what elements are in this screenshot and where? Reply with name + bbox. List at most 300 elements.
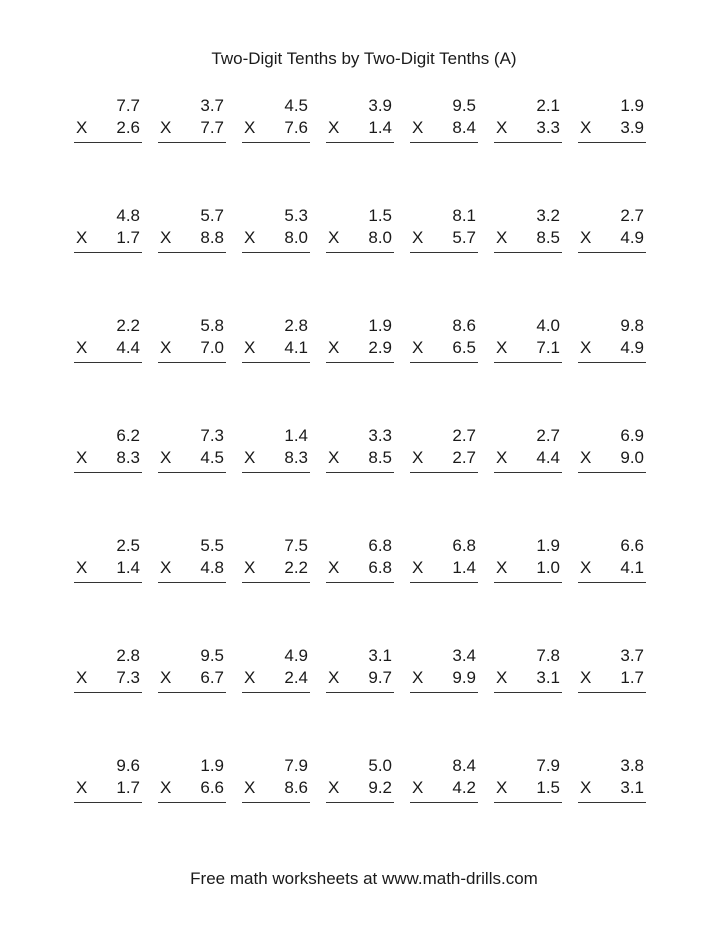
answer-rule [326, 692, 394, 693]
multiplication-problem [320, 426, 404, 486]
multiplicand: 2.2 [116, 316, 140, 335]
multiplication-problem [152, 756, 236, 816]
multiplicand: 5.7 [200, 206, 224, 225]
multiplier-line [326, 558, 392, 578]
answer-rule [494, 252, 562, 253]
multiply-operator: X [496, 778, 508, 797]
answer-rule [242, 692, 310, 693]
multiply-operator: X [76, 118, 88, 137]
multiplier: 4.9 [620, 228, 644, 247]
multiply-operator: X [328, 668, 340, 687]
multiplicand: 6.6 [620, 536, 644, 555]
multiplier: 7.3 [116, 668, 140, 687]
multiply-operator: X [160, 558, 172, 577]
multiplication-problem [572, 756, 656, 816]
multiplication-problem [68, 646, 152, 706]
multiplier: 3.1 [536, 668, 560, 687]
multiplier-line [494, 118, 560, 138]
multiplier: 2.2 [284, 558, 308, 577]
multiplier-line [494, 338, 560, 358]
multiplicand: 4.8 [116, 206, 140, 225]
multiply-operator: X [328, 228, 340, 247]
multiplication-problem [404, 96, 488, 156]
answer-rule [326, 252, 394, 253]
multiplier-line [578, 118, 644, 138]
answer-rule [410, 362, 478, 363]
multiply-operator: X [412, 448, 424, 467]
multiplicand: 1.9 [200, 756, 224, 775]
multiplication-problem [68, 756, 152, 816]
answer-rule [578, 692, 646, 693]
multiplier: 9.7 [368, 668, 392, 687]
multiplicand: 3.1 [368, 646, 392, 665]
multiplicand: 3.4 [452, 646, 476, 665]
multiplication-problem [572, 536, 656, 596]
multiplier-line [578, 558, 644, 578]
multiplicand: 5.3 [284, 206, 308, 225]
multiplication-problem [236, 646, 320, 706]
multiplication-problem [68, 536, 152, 596]
multiplicand: 5.8 [200, 316, 224, 335]
multiplier: 1.7 [116, 778, 140, 797]
multiplication-problem [152, 96, 236, 156]
multiplication-problem [488, 426, 572, 486]
multiply-operator: X [412, 558, 424, 577]
multiplier: 8.0 [284, 228, 308, 247]
multiplication-problem [404, 206, 488, 266]
multiplier-line [494, 778, 560, 798]
multiplication-problem [488, 646, 572, 706]
problem-row [68, 426, 656, 536]
multiplier: 6.5 [452, 338, 476, 357]
multiplication-problem [488, 96, 572, 156]
multiply-operator: X [496, 668, 508, 687]
multiplicand: 3.2 [536, 206, 560, 225]
multiplier: 3.1 [620, 778, 644, 797]
multiplication-problem [236, 426, 320, 486]
multiplier-line [578, 668, 644, 688]
multiply-operator: X [496, 228, 508, 247]
answer-rule [158, 802, 226, 803]
multiply-operator: X [244, 118, 256, 137]
multiplier-line [578, 338, 644, 358]
multiplication-problem [404, 426, 488, 486]
multiplier-line [410, 228, 476, 248]
multiplication-problem [572, 96, 656, 156]
multiplicand: 1.9 [620, 96, 644, 115]
multiplicand: 4.0 [536, 316, 560, 335]
multiply-operator: X [328, 448, 340, 467]
answer-rule [578, 252, 646, 253]
multiplication-problem [152, 646, 236, 706]
multiplicand: 6.8 [452, 536, 476, 555]
multiply-operator: X [580, 778, 592, 797]
multiplicand: 1.5 [368, 206, 392, 225]
answer-rule [74, 692, 142, 693]
multiplication-problem [320, 206, 404, 266]
multiply-operator: X [76, 778, 88, 797]
problem-row [68, 96, 656, 206]
answer-rule [326, 472, 394, 473]
multiplier: 4.2 [452, 778, 476, 797]
answer-rule [158, 252, 226, 253]
problem-row [68, 646, 656, 756]
multiplicand: 2.8 [116, 646, 140, 665]
multiplier-line [158, 338, 224, 358]
multiplier: 4.5 [200, 448, 224, 467]
multiplier: 1.0 [536, 558, 560, 577]
multiply-operator: X [580, 448, 592, 467]
multiply-operator: X [76, 448, 88, 467]
multiplication-problem [152, 536, 236, 596]
worksheet-title: Two-Digit Tenths by Two-Digit Tenths (A) [211, 49, 517, 68]
multiplicand: 6.2 [116, 426, 140, 445]
multiplier: 2.7 [452, 448, 476, 467]
answer-rule [326, 802, 394, 803]
multiplier-line [326, 118, 392, 138]
answer-rule [74, 142, 142, 143]
multiplier-line [494, 448, 560, 468]
multiplier: 4.4 [536, 448, 560, 467]
multiplicand: 7.8 [536, 646, 560, 665]
multiplication-problem [488, 756, 572, 816]
answer-rule [74, 472, 142, 473]
multiplicand: 7.9 [536, 756, 560, 775]
multiply-operator: X [244, 338, 256, 357]
multiplier-line [242, 778, 308, 798]
answer-rule [326, 582, 394, 583]
multiplicand: 5.5 [200, 536, 224, 555]
multiply-operator: X [412, 228, 424, 247]
multiplier-line [410, 778, 476, 798]
multiplier-line [74, 448, 140, 468]
multiplication-problem [152, 316, 236, 376]
answer-rule [410, 472, 478, 473]
multiplier-line [158, 558, 224, 578]
multiplicand: 1.9 [536, 536, 560, 555]
worksheet-footer: Free math worksheets at www.math-drills.com [190, 869, 538, 888]
multiply-operator: X [244, 558, 256, 577]
multiplication-problem [572, 206, 656, 266]
multiplication-problem [236, 206, 320, 266]
multiplier: 2.4 [284, 668, 308, 687]
answer-rule [578, 362, 646, 363]
multiplier-line [158, 448, 224, 468]
multiplication-problem [68, 96, 152, 156]
multiplicand: 2.7 [452, 426, 476, 445]
multiplicand: 2.5 [116, 536, 140, 555]
multiplier-line [158, 668, 224, 688]
multiplier-line [74, 668, 140, 688]
multiply-operator: X [160, 448, 172, 467]
multiplicand: 3.7 [200, 96, 224, 115]
multiplicand: 9.5 [200, 646, 224, 665]
multiplier-line [74, 558, 140, 578]
multiply-operator: X [412, 338, 424, 357]
multiply-operator: X [496, 118, 508, 137]
multiplication-problem [572, 426, 656, 486]
multiplication-problem [572, 316, 656, 376]
multiplicand: 4.5 [284, 96, 308, 115]
multiplier-line [242, 118, 308, 138]
multiplier-line [158, 778, 224, 798]
multiplicand: 8.4 [452, 756, 476, 775]
multiply-operator: X [580, 118, 592, 137]
answer-rule [158, 692, 226, 693]
multiplication-problem [488, 536, 572, 596]
multiply-operator: X [160, 668, 172, 687]
multiplier-line [74, 228, 140, 248]
multiplication-problem [68, 316, 152, 376]
multiply-operator: X [328, 338, 340, 357]
multiply-operator: X [328, 778, 340, 797]
multiplicand: 2.8 [284, 316, 308, 335]
multiplier: 8.8 [200, 228, 224, 247]
multiplication-problem [320, 646, 404, 706]
multiply-operator: X [328, 118, 340, 137]
answer-rule [410, 252, 478, 253]
answer-rule [578, 142, 646, 143]
answer-rule [74, 802, 142, 803]
multiplier-line [326, 228, 392, 248]
multiplication-problem [404, 756, 488, 816]
multiply-operator: X [160, 118, 172, 137]
multiply-operator: X [160, 228, 172, 247]
multiplicand: 3.8 [620, 756, 644, 775]
multiplication-problem [236, 96, 320, 156]
multiplier: 1.4 [368, 118, 392, 137]
multiplier-line [578, 448, 644, 468]
multiplier: 4.9 [620, 338, 644, 357]
multiply-operator: X [76, 668, 88, 687]
multiplication-problem [236, 756, 320, 816]
multiplier: 4.4 [116, 338, 140, 357]
multiplicand: 9.6 [116, 756, 140, 775]
multiplier-line [326, 448, 392, 468]
multiplier-line [74, 118, 140, 138]
multiplier: 7.0 [200, 338, 224, 357]
multiplier: 5.7 [452, 228, 476, 247]
multiply-operator: X [496, 338, 508, 357]
multiplier-line [242, 668, 308, 688]
multiplicand: 1.9 [368, 316, 392, 335]
multiply-operator: X [244, 228, 256, 247]
multiplicand: 6.8 [368, 536, 392, 555]
multiplication-problem [320, 536, 404, 596]
multiplicand: 7.7 [116, 96, 140, 115]
multiply-operator: X [412, 118, 424, 137]
multiplier-line [242, 448, 308, 468]
multiplicand: 1.4 [284, 426, 308, 445]
multiplication-problem [404, 536, 488, 596]
multiplication-problem [68, 426, 152, 486]
multiplier: 1.5 [536, 778, 560, 797]
multiplier: 8.4 [452, 118, 476, 137]
multiplication-problem [236, 316, 320, 376]
answer-rule [242, 582, 310, 583]
multiplier: 7.6 [284, 118, 308, 137]
answer-rule [242, 142, 310, 143]
multiplicand: 3.3 [368, 426, 392, 445]
multiplicand: 9.8 [620, 316, 644, 335]
multiplier: 9.0 [620, 448, 644, 467]
answer-rule [242, 472, 310, 473]
problem-row [68, 316, 656, 426]
multiply-operator: X [76, 338, 88, 357]
multiply-operator: X [580, 558, 592, 577]
answer-rule [158, 582, 226, 583]
multiply-operator: X [412, 668, 424, 687]
multiplier: 4.1 [284, 338, 308, 357]
answer-rule [410, 142, 478, 143]
answer-rule [158, 362, 226, 363]
multiplier-line [410, 668, 476, 688]
multiplier-line [242, 558, 308, 578]
multiply-operator: X [580, 228, 592, 247]
answer-rule [158, 472, 226, 473]
problem-row [68, 206, 656, 316]
multiplier-line [494, 228, 560, 248]
multiplier: 8.3 [116, 448, 140, 467]
multiplier: 6.6 [200, 778, 224, 797]
multiplier-line [410, 118, 476, 138]
answer-rule [242, 252, 310, 253]
multiply-operator: X [160, 778, 172, 797]
multiplication-problem [404, 316, 488, 376]
multiplier: 6.8 [368, 558, 392, 577]
multiplier: 4.1 [620, 558, 644, 577]
multiplier-line [242, 338, 308, 358]
multiplication-problem [236, 536, 320, 596]
multiplier: 1.7 [620, 668, 644, 687]
multiplier: 8.0 [368, 228, 392, 247]
multiplicand: 7.3 [200, 426, 224, 445]
answer-rule [326, 142, 394, 143]
answer-rule [242, 362, 310, 363]
multiply-operator: X [580, 668, 592, 687]
multiplication-problem [488, 206, 572, 266]
multiplicand: 8.1 [452, 206, 476, 225]
multiplier: 2.9 [368, 338, 392, 357]
multiplier: 6.7 [200, 668, 224, 687]
multiply-operator: X [244, 668, 256, 687]
answer-rule [158, 142, 226, 143]
multiplier: 1.7 [116, 228, 140, 247]
multiply-operator: X [412, 778, 424, 797]
multiplier: 9.9 [452, 668, 476, 687]
multiplicand: 5.0 [368, 756, 392, 775]
multiplicand: 7.9 [284, 756, 308, 775]
multiplier-line [326, 668, 392, 688]
answer-rule [494, 142, 562, 143]
answer-rule [410, 692, 478, 693]
answer-rule [578, 802, 646, 803]
multiplicand: 9.5 [452, 96, 476, 115]
multiplicand: 4.9 [284, 646, 308, 665]
answer-rule [578, 472, 646, 473]
multiply-operator: X [580, 338, 592, 357]
multiply-operator: X [76, 228, 88, 247]
multiplier-line [74, 338, 140, 358]
multiplicand: 2.7 [536, 426, 560, 445]
answer-rule [74, 252, 142, 253]
multiplier-line [494, 668, 560, 688]
multiplier: 3.9 [620, 118, 644, 137]
multiplier-line [74, 778, 140, 798]
multiplication-problem [320, 96, 404, 156]
answer-rule [494, 362, 562, 363]
answer-rule [578, 582, 646, 583]
multiplier-line [158, 228, 224, 248]
multiplier: 8.6 [284, 778, 308, 797]
multiplier-line [326, 338, 392, 358]
multiply-operator: X [244, 448, 256, 467]
multiplicand: 6.9 [620, 426, 644, 445]
multiplicand: 2.1 [536, 96, 560, 115]
multiplier: 3.3 [536, 118, 560, 137]
multiplier-line [242, 228, 308, 248]
answer-rule [494, 582, 562, 583]
answer-rule [410, 582, 478, 583]
answer-rule [326, 362, 394, 363]
multiplier: 1.4 [452, 558, 476, 577]
multiplier: 8.5 [536, 228, 560, 247]
multiplication-problem [152, 206, 236, 266]
multiply-operator: X [244, 778, 256, 797]
multiplier-line [326, 778, 392, 798]
multiply-operator: X [496, 558, 508, 577]
multiplier-line [158, 118, 224, 138]
multiply-operator: X [328, 558, 340, 577]
multiplicand: 7.5 [284, 536, 308, 555]
multiplier-line [410, 558, 476, 578]
multiplier-line [578, 228, 644, 248]
multiplier-line [494, 558, 560, 578]
answer-rule [74, 362, 142, 363]
answer-rule [74, 582, 142, 583]
problem-row [68, 756, 656, 866]
multiplier: 8.3 [284, 448, 308, 467]
multiplication-problem [320, 316, 404, 376]
multiply-operator: X [496, 448, 508, 467]
multiplication-problem [152, 426, 236, 486]
multiplier: 2.6 [116, 118, 140, 137]
multiply-operator: X [160, 338, 172, 357]
multiplicand: 8.6 [452, 316, 476, 335]
multiplier-line [410, 448, 476, 468]
multiplication-problem [68, 206, 152, 266]
answer-rule [494, 472, 562, 473]
answer-rule [410, 802, 478, 803]
problem-grid [68, 96, 656, 866]
multiplier: 9.2 [368, 778, 392, 797]
multiplication-problem [320, 756, 404, 816]
multiplier-line [410, 338, 476, 358]
multiplicand: 3.9 [368, 96, 392, 115]
multiplier: 7.1 [536, 338, 560, 357]
multiplicand: 2.7 [620, 206, 644, 225]
multiplicand: 3.7 [620, 646, 644, 665]
multiplication-problem [572, 646, 656, 706]
multiplier: 4.8 [200, 558, 224, 577]
answer-rule [494, 802, 562, 803]
multiplication-problem [404, 646, 488, 706]
problem-row [68, 536, 656, 646]
multiplication-problem [488, 316, 572, 376]
multiplier: 7.7 [200, 118, 224, 137]
multiplier: 1.4 [116, 558, 140, 577]
multiplier-line [578, 778, 644, 798]
